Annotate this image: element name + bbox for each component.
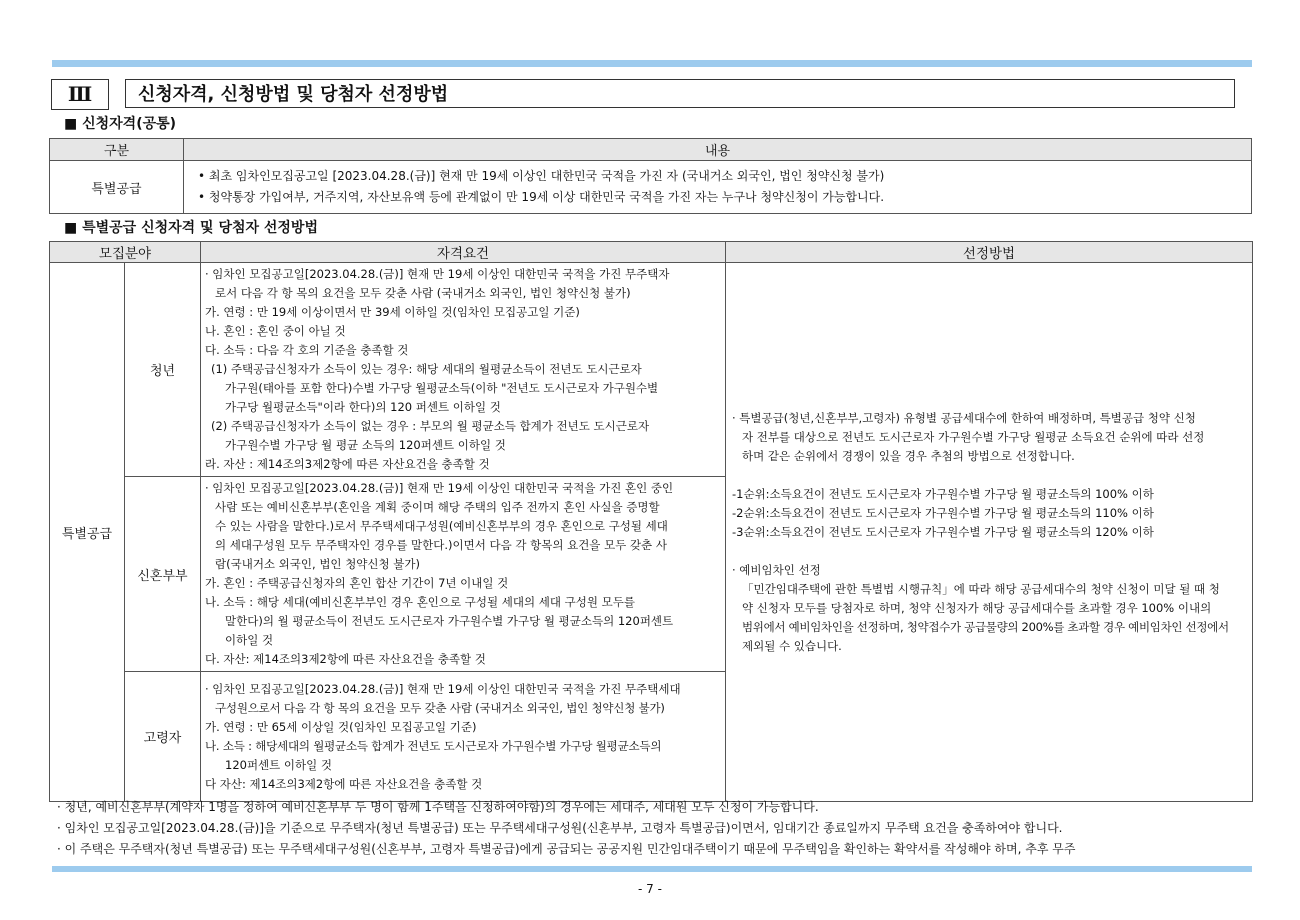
section-number: Ⅲ [51,79,109,110]
req-line: 사람 또는 예비신혼부부(혼인을 계획 중이며 해당 주택의 입주 전까지 혼인 사실을 증명할 [215,500,660,514]
req-line: 가구원(태아를 포함 한다)수별 가구당 월평균소득(이하 "전년도 도시근로자 가구원수별 [225,381,659,395]
col-requirements-header: 자격요건 [201,242,726,263]
req-line: 이하일 것 [225,633,274,647]
selection-intro-line: 하며 같은 순위에서 경쟁이 있을 경우 추첨의 방법으로 선정합니다. [742,448,1075,463]
youth-requirements [201,263,726,477]
req-line: · 임차인 모집공고일[2023.04.28.(금)] 현재 만 19세 이상인 대한민국 국적을 가진 혼인 중인 [205,481,674,495]
newlywed-label: 신혼부부 [125,477,201,672]
req-line: 로서 다음 각 항 목의 요건을 모두 갖춘 사람 (국내거소 외국인, 법인 청약신청 불가) [215,286,631,300]
req-line: 가구당 월평균소득"이라 한다)의 120 퍼센트 이하일 것 [225,400,501,414]
section-title: 신청자격, 신청방법 및 당첨자 선정방법 [125,79,1235,108]
req-line: · 임차인 모집공고일[2023.04.28.(금)] 현재 만 19세 이상인 대한민국 국적을 가진 무주택자 [205,267,670,281]
req-line: 람(국내거소 외국인, 법인 청약신청 불가) [215,557,420,571]
youth-label: 청년 [125,263,201,477]
newlywed-requirements [201,477,726,672]
reserve-line: 「민간임대주택에 관한 특별법 시행규칙」에 따라 해당 공급세대수의 청약 신청이 미달 될 때 청 [742,581,1220,596]
req-line: (1) 주택공급신청자가 소득이 있는 경우: 해당 세대의 월평균소득이 전년도 도시근로자 [211,362,642,376]
reserve-line: 약 신청자 모두를 당첨자로 하며, 청약 신청자가 해당 공급세대수를 초과할 경우 100% 이내의 [742,600,1212,615]
req-line: 가. 연령 : 만 19세 이상이면서 만 39세 이하일 것(임차인 모집공고일 기준) [205,305,580,319]
selection-rank-line: -2순위:소득요건이 전년도 도시근로자 가구원수별 가구당 월 평균소득의 110% 이하 [732,505,1154,520]
req-line: 120퍼센트 이하일 것 [225,757,333,772]
req-line: 수 있는 사람을 말한다.)로서 무주택세대구성원(예비신혼부부의 경우 혼인으로 구성될 세대 [215,519,668,533]
col-field-header: 모집분야 [50,242,201,263]
req-line: 나. 혼인 : 혼인 중이 아닐 것 [205,324,346,338]
top-accent-bar [52,60,1252,67]
common-line: • 최초 임차인모집공고일 [2023.04.28.(금)] 현재 만 19세 이상인 대한민국 국적을 가진 자 (국내거소 외국인, 법인 청약신청 불가) [198,169,885,183]
req-line: 구성원으로서 다음 각 항 목의 요건을 모두 갖춘 사람 (국내거소 외국인, 법인 청약신청 불가) [215,700,665,715]
req-line: 나. 소득 : 해당 세대(예비신혼부부인 경우 혼인으로 구성될 세대의 세대 구성원 모두를 [205,595,635,609]
note-line: · 이 주택은 무주택자(청년 특별공급) 또는 무주택세대구성원(신혼부부, 고령자 특별공급)에게 공급되는 공공지원 민간임대주택이기 때문에 무주택임을 확인하는 확약서를 작성해야 하며, 추후 무주 [57,842,1076,856]
req-line: 가구원수별 가구당 월 평균 소득의 120퍼센트 이하일 것 [225,438,506,452]
selection-intro-line: 자 전부를 대상으로 전년도 도시근로자 가구원수별 가구당 월평균 소득요건 순위에 따라 선정 [742,429,1205,444]
reserve-title: · 예비임차인 선정 [732,562,821,577]
group-label: 특별공급 [50,263,125,802]
reserve-line: 범위에서 예비임차인을 선정하며, 청약접수가 공급물량의 200%를 초과할 경우 예비임차인 선정에서 [742,619,1229,634]
elderly-label: 고령자 [125,672,201,802]
req-line: 가. 연령 : 만 65세 이상일 것(임차인 모집공고일 기준) [205,719,477,734]
note-line: · 청년, 예비신혼부부(계약자 1명을 정하여 예비신혼부부 두 명이 함께 1주택을 신청하여야함)의 경우에는 세대주, 세대원 모두 신청이 가능합니다. [57,800,819,814]
req-line: 나. 소득 : 해당세대의 월평균소득 합계가 전년도 도시근로자 가구원수별 가구당 월평균소득의 [205,738,662,753]
selection-rank-line: -3순위:소득요건이 전년도 도시근로자 가구원수별 가구당 월 평균소득의 120% 이하 [732,524,1154,539]
elderly-requirements [201,672,726,802]
req-line: 라. 자산 : 제14조의3제2항에 따른 자산요건을 충족할 것 [205,457,490,471]
req-line: 다 자산: 제14조의3제2항에 따른 자산요건을 충족할 것 [205,776,483,791]
page-number: - 7 - [638,882,662,896]
note-line: · 임차인 모집공고일[2023.04.28.(금)]을 기준으로 무주택자(청년 특별공급) 또는 무주택세대구성원(신혼부부, 고령자 특별공급)이면서, 임대기간 종료일까지 무주택 요건을 충족하여야 합니다. [57,821,1063,835]
eligibility-common-table [49,138,1252,214]
req-line: · 임차인 모집공고일[2023.04.28.(금)] 현재 만 19세 이상인 대한민국 국적을 가진 무주택세대 [205,681,681,696]
req-line: 의 세대구성원 모두 무주택자인 경우를 말한다.)이면서 다음 각 항목의 요건을 모두 갖춘 사 [215,538,667,552]
req-line: 다. 자산: 제14조의3제2항에 따른 자산요건을 충족할 것 [205,652,486,666]
selection-method [726,263,1253,802]
heading-special-supply: ■ 특별공급 신청자격 및 당첨자 선정방법 [64,220,318,236]
col-category-header: 구분 [50,139,184,161]
heading-eligibility-common: ■ 신청자격(공통) [64,116,177,132]
row-label-special: 특별공급 [50,161,184,214]
req-line: (2) 주택공급신청자가 소득이 없는 경우 : 부모의 월 평균소득 합계가 전년도 도시근로자 [211,419,650,433]
selection-rank-line: -1순위:소득요건이 전년도 도시근로자 가구원수별 가구당 월 평균소득의 100% 이하 [732,486,1154,501]
bottom-accent-bar [52,866,1252,872]
col-selection-header: 선정방법 [726,242,1253,263]
req-line: 가. 혼인 : 주택공급신청자의 혼인 합산 기간이 7년 이내일 것 [205,576,509,590]
col-content-header: 내용 [184,139,1252,161]
reserve-line: 제외될 수 있습니다. [742,638,842,653]
selection-intro-line: · 특별공급(청년,신혼부부,고령자) 유형별 공급세대수에 한하여 배정하며, 특별공급 청약 신청 [732,410,1196,425]
common-line: • 청약통장 가입여부, 거주지역, 자산보유액 등에 관계없이 만 19세 이상 대한민국 국적을 가진 자는 누구나 청약신청이 가능합니다. [198,190,885,204]
special-supply-table [49,241,1253,802]
req-line: 말한다)의 월 평균소득이 전년도 도시근로자 가구원수별 가구당 월 평균소득의 120퍼센트 [225,614,674,628]
req-line: 다. 소득 : 다음 각 호의 기준을 충족할 것 [205,343,409,357]
notes-block [57,797,1075,860]
